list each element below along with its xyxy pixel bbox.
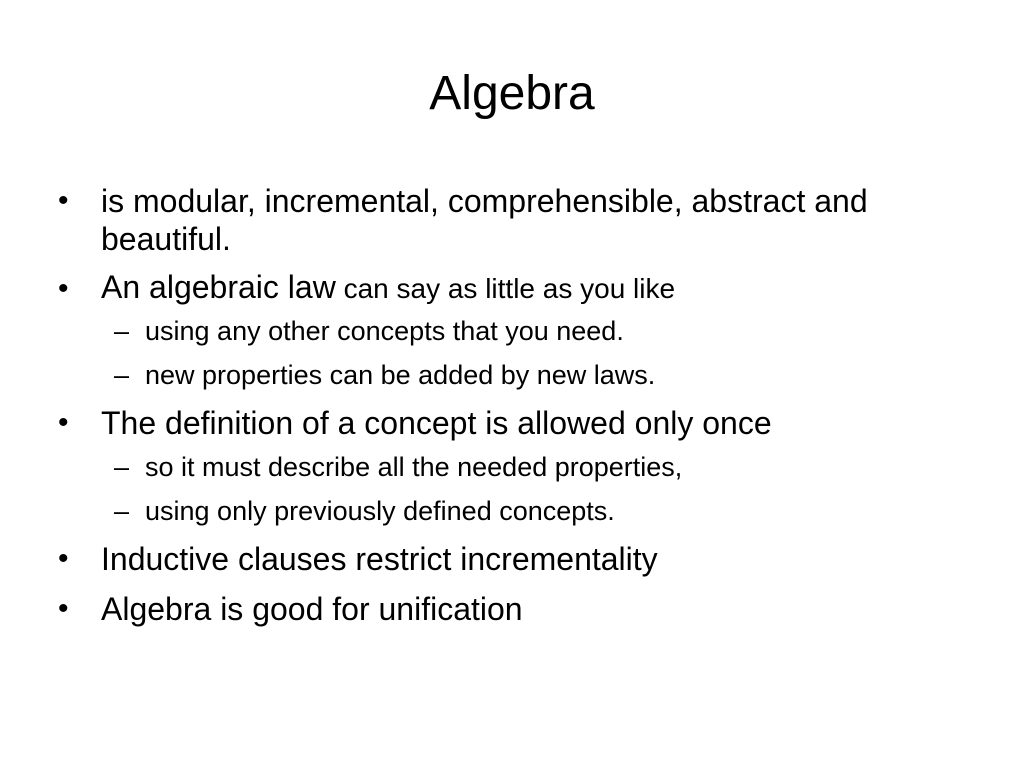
sub-bullet-text: new properties can be added by new laws. — [145, 360, 656, 390]
bullet-text: An algebraic law — [101, 269, 336, 305]
sub-bullet-item — [0, 311, 1024, 351]
bullet-text: is modular, incremental, comprehensible, abstract and beautiful. — [101, 183, 868, 257]
slide-title: Algebra — [429, 67, 595, 120]
bullet-marker: • — [58, 592, 69, 625]
sub-bullet-text: using any other concepts that you need. — [145, 316, 624, 346]
sub-bullet-item — [0, 355, 1024, 395]
bullet-text-continuation: can say as little as you like — [335, 273, 676, 304]
bullet-marker: • — [58, 542, 69, 575]
bullet-text: The definition of a concept is allowed only once — [101, 405, 772, 441]
bullet-list — [0, 182, 1024, 633]
sub-bullet-text: so it must describe all the needed properties, — [145, 452, 683, 482]
sub-bullet-item — [0, 447, 1024, 487]
sub-bullet-marker: – — [114, 496, 130, 526]
bullet-item — [0, 265, 1024, 311]
bullet-marker: • — [58, 184, 69, 217]
bullet-item — [0, 399, 1024, 447]
sub-bullet-marker: – — [114, 452, 130, 482]
bullet-item — [0, 535, 1024, 583]
bullet-text: Algebra is good for unification — [101, 591, 523, 627]
bullet-text: Inductive clauses restrict incrementality — [101, 541, 658, 577]
bullet-item — [0, 585, 1024, 633]
sub-bullet-text: using only previously defined concepts. — [145, 496, 615, 526]
bullet-item — [0, 182, 1024, 258]
bullet-marker: • — [58, 272, 69, 305]
sub-bullet-marker: – — [114, 360, 130, 390]
sub-bullet-item — [0, 491, 1024, 531]
bullet-marker: • — [58, 406, 69, 439]
sub-bullet-marker: – — [114, 316, 130, 346]
